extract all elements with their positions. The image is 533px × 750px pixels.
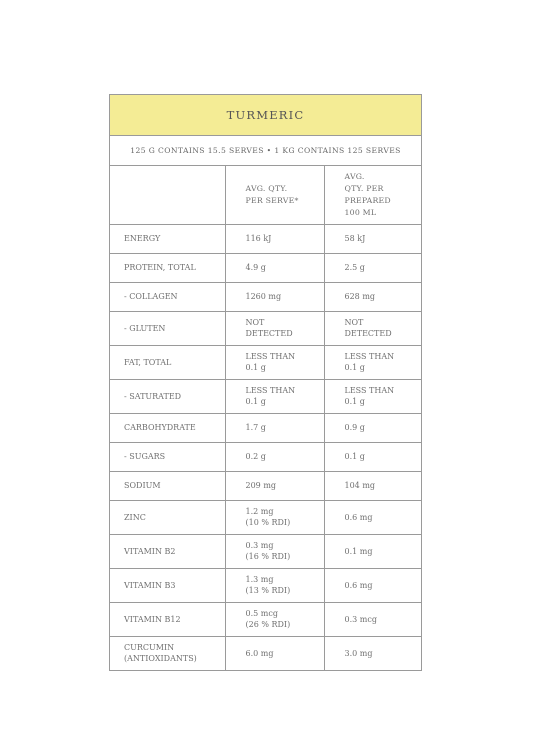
nutrient-label [110,311,225,345]
table-row [110,442,421,471]
table-row [110,602,421,636]
header-per-100ml-line: PREPARED [344,195,391,205]
per-serve-value-line: (13 % RDI) [245,586,291,595]
nutrition-panel [109,94,422,671]
nutrient-label-line: CARBOHYDRATE [124,423,196,432]
header-blank-cell [110,166,225,224]
per-100ml-value [324,568,421,602]
table-row [110,413,421,442]
per-serve-value-line: DETECTED [245,329,293,338]
nutrient-label-line: SODIUM [124,481,161,490]
nutrient-label-line: VITAMIN B12 [124,614,181,624]
per-100ml-value-line: 0.6 mg [344,512,373,522]
per-100ml-value-line: 104 mg [344,481,376,490]
per-100ml-value-line: 0.9 g [344,423,365,432]
per-serve-value-line: 0.2 g [245,452,266,461]
per-serve-value [225,253,324,282]
per-serve-value-line: 0.5 mcg [245,609,278,618]
per-100ml-value-line: LESS THAN [344,352,395,361]
per-serve-value-line: 1260 mg [245,292,282,301]
per-100ml-value-line: DETECTED [344,329,392,338]
per-100ml-value [324,311,421,345]
per-serve-value-line: 209 mg [245,481,277,490]
per-100ml-value [324,253,421,282]
per-serve-value [225,282,324,311]
table-row [110,379,421,413]
nutrient-label [110,471,225,500]
header-per-100ml-line: QTY. PER [344,183,384,193]
per-100ml-value-line: 0.6 mg [344,580,373,590]
table-row [110,500,421,534]
per-100ml-value [324,442,421,471]
per-100ml-value [324,413,421,442]
per-100ml-value [324,224,421,253]
per-100ml-value-line: 0.1 g [344,363,365,372]
per-serve-value-line: 116 kJ [245,234,272,243]
per-serve-value [225,534,324,568]
per-serve-value-line: (16 % RDI) [245,552,291,561]
table-row [110,282,421,311]
nutrient-label [110,568,225,602]
per-100ml-value-line: 0.3 mcg [344,614,377,624]
per-serve-value [225,602,324,636]
nutrient-label [110,345,225,379]
nutrient-label [110,602,225,636]
table-row [110,471,421,500]
nutrient-label-line: VITAMIN B3 [124,580,176,590]
nutrient-label-line: FAT, TOTAL [124,357,172,367]
table-row [110,636,421,670]
per-serve-value-line: 4.9 g [245,263,266,272]
per-serve-value [225,500,324,534]
nutrient-label [110,253,225,282]
table-row [110,534,421,568]
nutrient-label [110,442,225,471]
serves-line: 125 G CONTAINS 15.5 SERVES • 1 KG CONTAINS 125 SERVES [110,136,421,166]
nutrient-label-line: VITAMIN B2 [124,546,176,556]
per-100ml-value-line: 58 kJ [344,234,366,243]
per-100ml-value [324,282,421,311]
table-row [110,345,421,379]
per-serve-value-line: 1.3 mg [245,575,274,584]
nutrient-label [110,224,225,253]
header-per-100ml [324,166,421,224]
nutrient-label-line: - COLLAGEN [124,292,178,301]
per-serve-value [225,224,324,253]
nutrient-label-line: - SATURATED [124,391,182,401]
per-100ml-value [324,379,421,413]
per-serve-value-line: 0.1 g [245,397,266,406]
per-serve-value [225,345,324,379]
nutrient-label-line: PROTEIN, TOTAL [124,263,196,272]
per-100ml-value-line: 2.5 g [344,263,365,272]
panel-title: TURMERIC [110,95,421,136]
nutrient-label-line: (ANTIOXIDANTS) [124,654,197,664]
per-serve-value-line: 0.3 mg [245,541,274,550]
header-per-100ml-line: AVG. [344,171,365,181]
per-100ml-value [324,471,421,500]
nutrient-label [110,282,225,311]
table-row [110,224,421,253]
per-serve-value-line: 0.1 g [245,363,266,372]
nutrient-label [110,636,225,670]
nutrient-label [110,500,225,534]
per-100ml-value-line: NOT [344,318,364,327]
per-serve-value-line: 1.7 g [245,423,266,432]
per-serve-value [225,311,324,345]
nutrient-label [110,379,225,413]
per-serve-value [225,442,324,471]
per-100ml-value-line: 0.1 mg [344,546,373,556]
per-100ml-value [324,534,421,568]
header-per-serve-line: PER SERVE* [245,195,299,205]
per-100ml-value-line: 0.1 g [344,452,365,461]
table-row [110,568,421,602]
per-serve-value-line: LESS THAN [245,352,296,361]
per-100ml-value-line: 628 mg [344,292,376,301]
per-serve-value [225,568,324,602]
nutrient-label [110,413,225,442]
nutrient-label-line: - SUGARS [124,452,166,461]
per-serve-value-line: (26 % RDI) [245,620,291,629]
header-per-serve [225,166,324,224]
per-100ml-value [324,636,421,670]
per-100ml-value-line: LESS THAN [344,386,395,395]
nutrient-label-line: ENERGY [124,234,161,243]
table-row [110,253,421,282]
nutrient-label-line: ZINC [124,512,146,522]
per-serve-value [225,471,324,500]
table-header-row [110,166,421,224]
per-serve-value-line: 6.0 mg [245,648,274,658]
nutrient-label [110,534,225,568]
nutrition-table [110,166,421,670]
per-100ml-value [324,345,421,379]
per-serve-value [225,413,324,442]
per-100ml-value [324,500,421,534]
header-per-100ml-line: 100 ML [344,207,377,217]
per-100ml-value-line: 0.1 g [344,397,365,406]
per-serve-value [225,636,324,670]
per-100ml-value-line: 3.0 mg [344,648,373,658]
nutrient-label-line: - GLUTEN [124,323,166,333]
header-per-serve-line: AVG. QTY. [245,183,288,193]
per-serve-value-line: NOT [245,318,265,327]
per-serve-value-line: LESS THAN [245,386,296,395]
per-serve-value-line: (10 % RDI) [245,518,291,527]
table-row [110,311,421,345]
per-serve-value [225,379,324,413]
nutrient-label-line: CURCUMIN [124,643,175,653]
per-100ml-value [324,602,421,636]
per-serve-value-line: 1.2 mg [245,507,274,516]
